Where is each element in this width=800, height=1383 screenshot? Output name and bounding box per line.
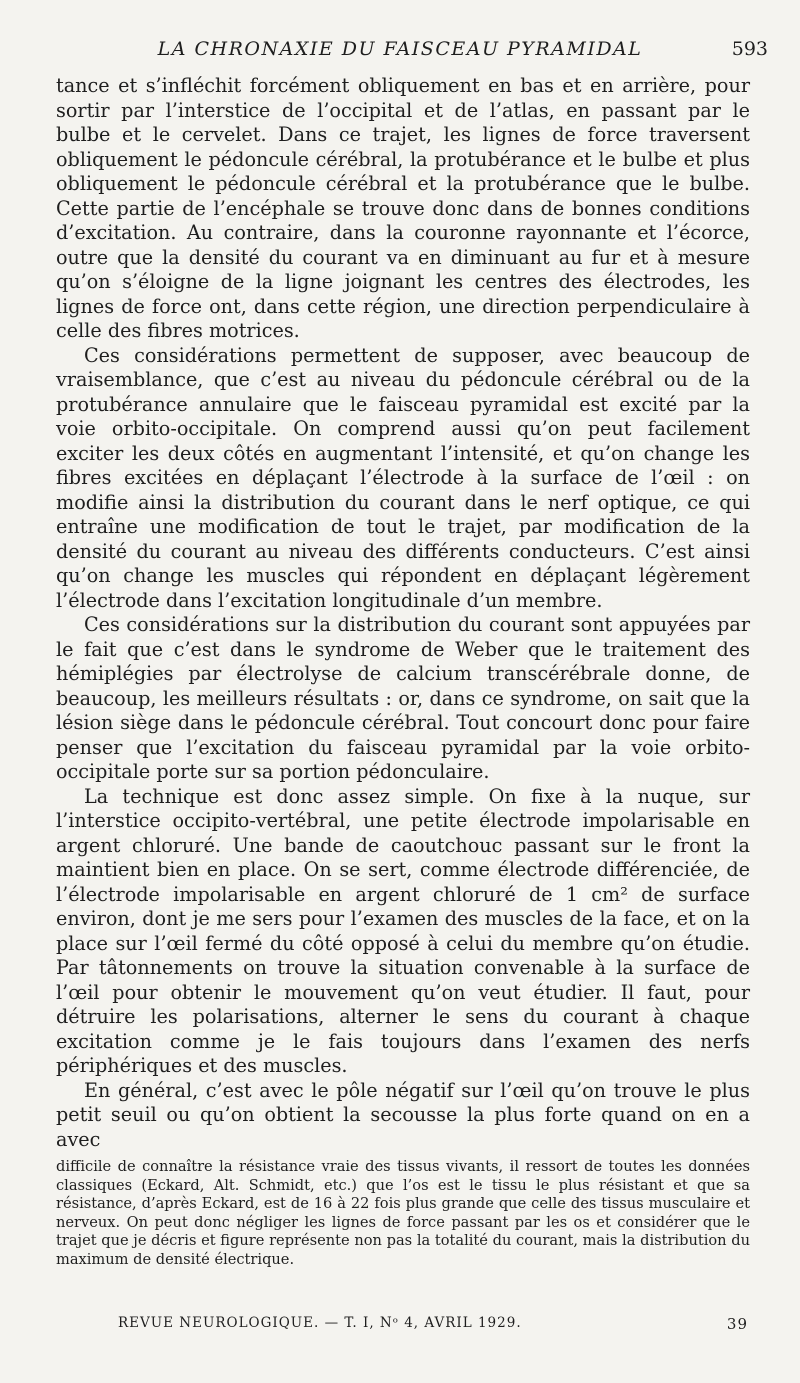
page-number: 593 [731,38,768,60]
paragraph-1: tance et s’infléchit forcément obliquement en bas et en arrière, pour sortir par l’interstice de l’occipital et de l’atlas, en passant par le bulbe et le cervelet. Dans ce trajet, les lignes de force traversent obliquement le pédoncule cérébral, la protubérance et le bulbe et plus obliquement le pédoncule cérébral et la protubérance que le bulbe. Cette partie de l’encéphale se trouve donc dans de bonnes conditions d’excitation. Au contraire, dans la couronne rayonnante et l’écorce, outre que la densité du courant va en diminuant au fur et à mesure qu’on s’éloigne de la ligne joignant les centres des électrodes, les lignes de force ont, dans cette région, une direction perpendiculaire à celle des fibres motrices. [56,74,750,342]
signature-mark: 39 [726,1315,748,1333]
footnote [56,1158,750,1270]
body-text [56,74,750,1152]
paragraph-5: En général, c’est avec le pôle négatif sur l’œil qu’on trouve le plus petit seuil ou qu’on obtient la secousse la plus forte quand on en a avec [56,1078,750,1151]
journal-citation: REVUE NEUROLOGIQUE. — T. I, Nᵒ 4, AVRIL 1929. [118,1315,522,1331]
running-title: LA CHRONAXIE DU FAISCEAU PYRAMIDAL [157,38,643,60]
paragraph-2: Ces considérations permettent de supposer, avec beaucoup de vraisemblance, que c’est au niveau du pédoncule cérébral ou de la protubérance annulaire que le faisceau pyramidal est excité par la voie orbito-occipitale. On comprend aussi qu’on peut facilement exciter les deux côtés en augmentant l’intensité, et qu’on change les fibres excitées en déplaçant l’électrode à la surface de l’œil : on modifie ainsi la distribution du courant dans le nerf optique, ce qui entraîne une modification de tout le trajet, par modification de la densité du courant au niveau des différents conducteurs. C’est ainsi qu’on change les muscles qui répondent en déplaçant légèrement l’électrode dans l’excitation longitudinale d’un membre. [56,343,750,612]
paragraph-3: Ces considérations sur la distribution du courant sont appuyées par le fait que c’est dans le syndrome de Weber que le traitement des hémiplégies par électrolyse de calcium transcérébrale donne, de beaucoup, les meilleurs résultats : or, dans ce syndrome, on sait que la lésion siège dans le pédoncule cérébral. Tout concourt donc pour faire penser que l’excitation du faisceau pyramidal par la voie orbito-occipitale porte sur sa portion pédonculaire. [56,613,750,783]
running-header [0,36,800,66]
page-footer [56,1315,750,1339]
footnote-text: difficile de connaître la résistance vraie des tissus vivants, il ressort de toutes les données classiques (Eckard, Alt. Schmidt, etc.) que l’os est le tissu le plus résistant et que sa résistance, d’après Eckard, est de 16 à 22 fois plus grande que celle des tissus musculaire et nerveux. On peut donc négliger les lignes de force passant par les os et considérer que le trajet que je décris et figure représente non pas la totalité du courant, mais la distribution du maximum de densité électrique. [56,1158,750,1268]
paragraph-4: La technique est donc assez simple. On fixe à la nuque, sur l’interstice occipito-vertébral, une petite électrode impolarisable en argent chloruré. Une bande de caoutchouc passant sur le front la maintient bien en place. On se sert, comme électrode différenciée, de l’électrode impolarisable en argent chloruré de 1 cm² de surface environ, dont je me sers pour l’examen des muscles de la face, et on la place sur l’œil fermé du côté opposé à celui du membre qu’on étudie. Par tâtonnements on trouve la situation convenable à la surface de l’œil pour obtenir le mouvement qu’on veut étudier. Il faut, pour détruire les polarisations, alterner le sens du courant à chaque excitation comme je le fais toujours dans l’examen des nerfs périphériques et des muscles. [56,784,750,1077]
